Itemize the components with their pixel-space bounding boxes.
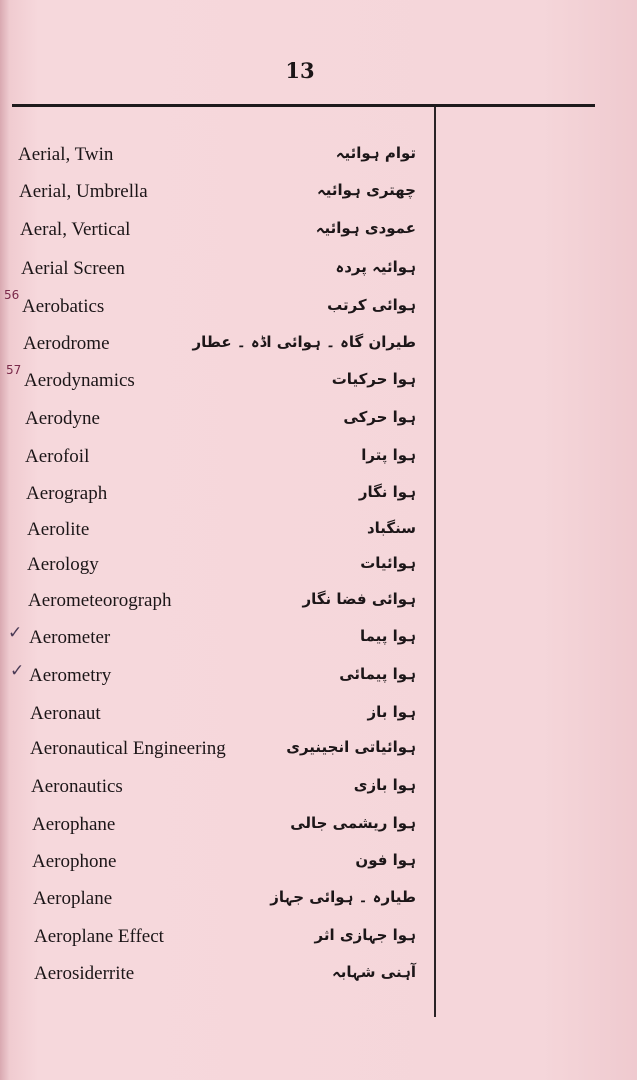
- english-term: Aerial, Twin: [18, 144, 114, 165]
- page-number: 13: [285, 58, 315, 83]
- urdu-term: چھتری ہوائیہ: [316, 181, 416, 199]
- urdu-term: ہوا حرکیات: [331, 370, 416, 388]
- urdu-term: عمودی ہوائیہ: [315, 219, 416, 237]
- check-mark-icon: ✓: [10, 661, 25, 681]
- english-term: Aerometeorograph: [28, 590, 172, 611]
- glossary-row: [0, 252, 430, 288]
- urdu-term: طیارہ ۔ ہوائی جہاز: [270, 888, 416, 906]
- english-term: Aerial, Umbrella: [19, 181, 148, 202]
- english-term: Aerograph: [26, 483, 108, 504]
- glossary-row: [0, 364, 430, 400]
- urdu-term: سنگباد: [366, 519, 416, 537]
- urdu-term: ہوائیاتی انجینیری: [286, 738, 416, 756]
- urdu-term: ہوائیہ پردہ: [335, 258, 416, 276]
- urdu-term: توام ہوائیہ: [335, 144, 416, 162]
- glossary-row: [0, 513, 430, 549]
- english-term: Aerophone: [32, 851, 117, 872]
- urdu-term: ہوا پترا: [361, 446, 416, 464]
- glossary-row: [0, 175, 430, 211]
- urdu-term: آہنی شہابہ: [331, 963, 416, 981]
- english-term: Aerosiderrite: [34, 963, 135, 984]
- english-term: Aerometer: [29, 627, 111, 648]
- urdu-term: ہوا پیمائی: [339, 665, 416, 683]
- glossary-row: [0, 845, 430, 881]
- handwritten-margin-number: 57: [6, 363, 22, 377]
- glossary-row: [0, 402, 430, 438]
- glossary-row: [0, 290, 430, 326]
- glossary-row: [0, 659, 430, 695]
- glossary-row: [0, 548, 430, 584]
- glossary-row: [0, 957, 430, 993]
- glossary-row: [0, 697, 430, 733]
- urdu-term: ہوا نگار: [358, 483, 416, 501]
- urdu-term: ہوا حرکی: [343, 408, 416, 426]
- urdu-term: ہوا باز: [367, 703, 416, 721]
- glossary-row: [0, 327, 430, 363]
- english-term: Aerodynamics: [24, 370, 135, 391]
- urdu-term: طیران گاہ ۔ ہوائی اڈہ ۔ عطار: [192, 333, 416, 351]
- urdu-term: ہوا بازی: [353, 776, 416, 794]
- english-term: Aeral, Vertical: [20, 219, 131, 240]
- glossary-row: [0, 882, 430, 918]
- glossary-row: [0, 477, 430, 513]
- glossary-row: [0, 440, 430, 476]
- glossary-row: [0, 808, 430, 844]
- urdu-term: ہوائیات: [360, 554, 416, 572]
- urdu-term: ہوا جہازی اثر: [314, 926, 416, 944]
- english-term: Aerolite: [27, 519, 90, 540]
- glossary-row: [0, 770, 430, 806]
- urdu-term: ہوائی کرتب: [327, 296, 416, 314]
- english-term: Aerobatics: [22, 296, 105, 317]
- english-term: Aeronautical Engineering: [30, 738, 226, 759]
- check-mark-icon: ✓: [8, 623, 23, 643]
- english-term: Aeronautics: [31, 776, 123, 797]
- english-term: Aerodyne: [25, 408, 100, 429]
- glossary-row: [0, 920, 430, 956]
- english-term: Aeronaut: [30, 703, 101, 724]
- english-term: Aerofoil: [25, 446, 90, 467]
- english-term: Aerophane: [32, 814, 116, 835]
- english-term: Aerology: [27, 554, 99, 575]
- english-term: Aerometry: [29, 665, 112, 686]
- english-term: Aerodrome: [23, 333, 110, 354]
- glossary-row: [0, 621, 430, 657]
- english-term: Aeroplane: [33, 888, 113, 909]
- urdu-term: ہوا فون: [355, 851, 416, 869]
- handwritten-margin-number: 56: [4, 288, 20, 302]
- urdu-term: ہوا پیما: [359, 627, 416, 645]
- english-term: Aerial Screen: [21, 258, 125, 279]
- glossary-row: [0, 213, 430, 249]
- english-term: Aeroplane Effect: [34, 926, 164, 947]
- glossary-row: [0, 732, 430, 768]
- urdu-term: ہوائی فضا نگار: [302, 590, 416, 608]
- glossary-row: [0, 584, 430, 620]
- urdu-term: ہوا ریشمی جالی: [290, 814, 416, 832]
- glossary-row: [0, 138, 430, 174]
